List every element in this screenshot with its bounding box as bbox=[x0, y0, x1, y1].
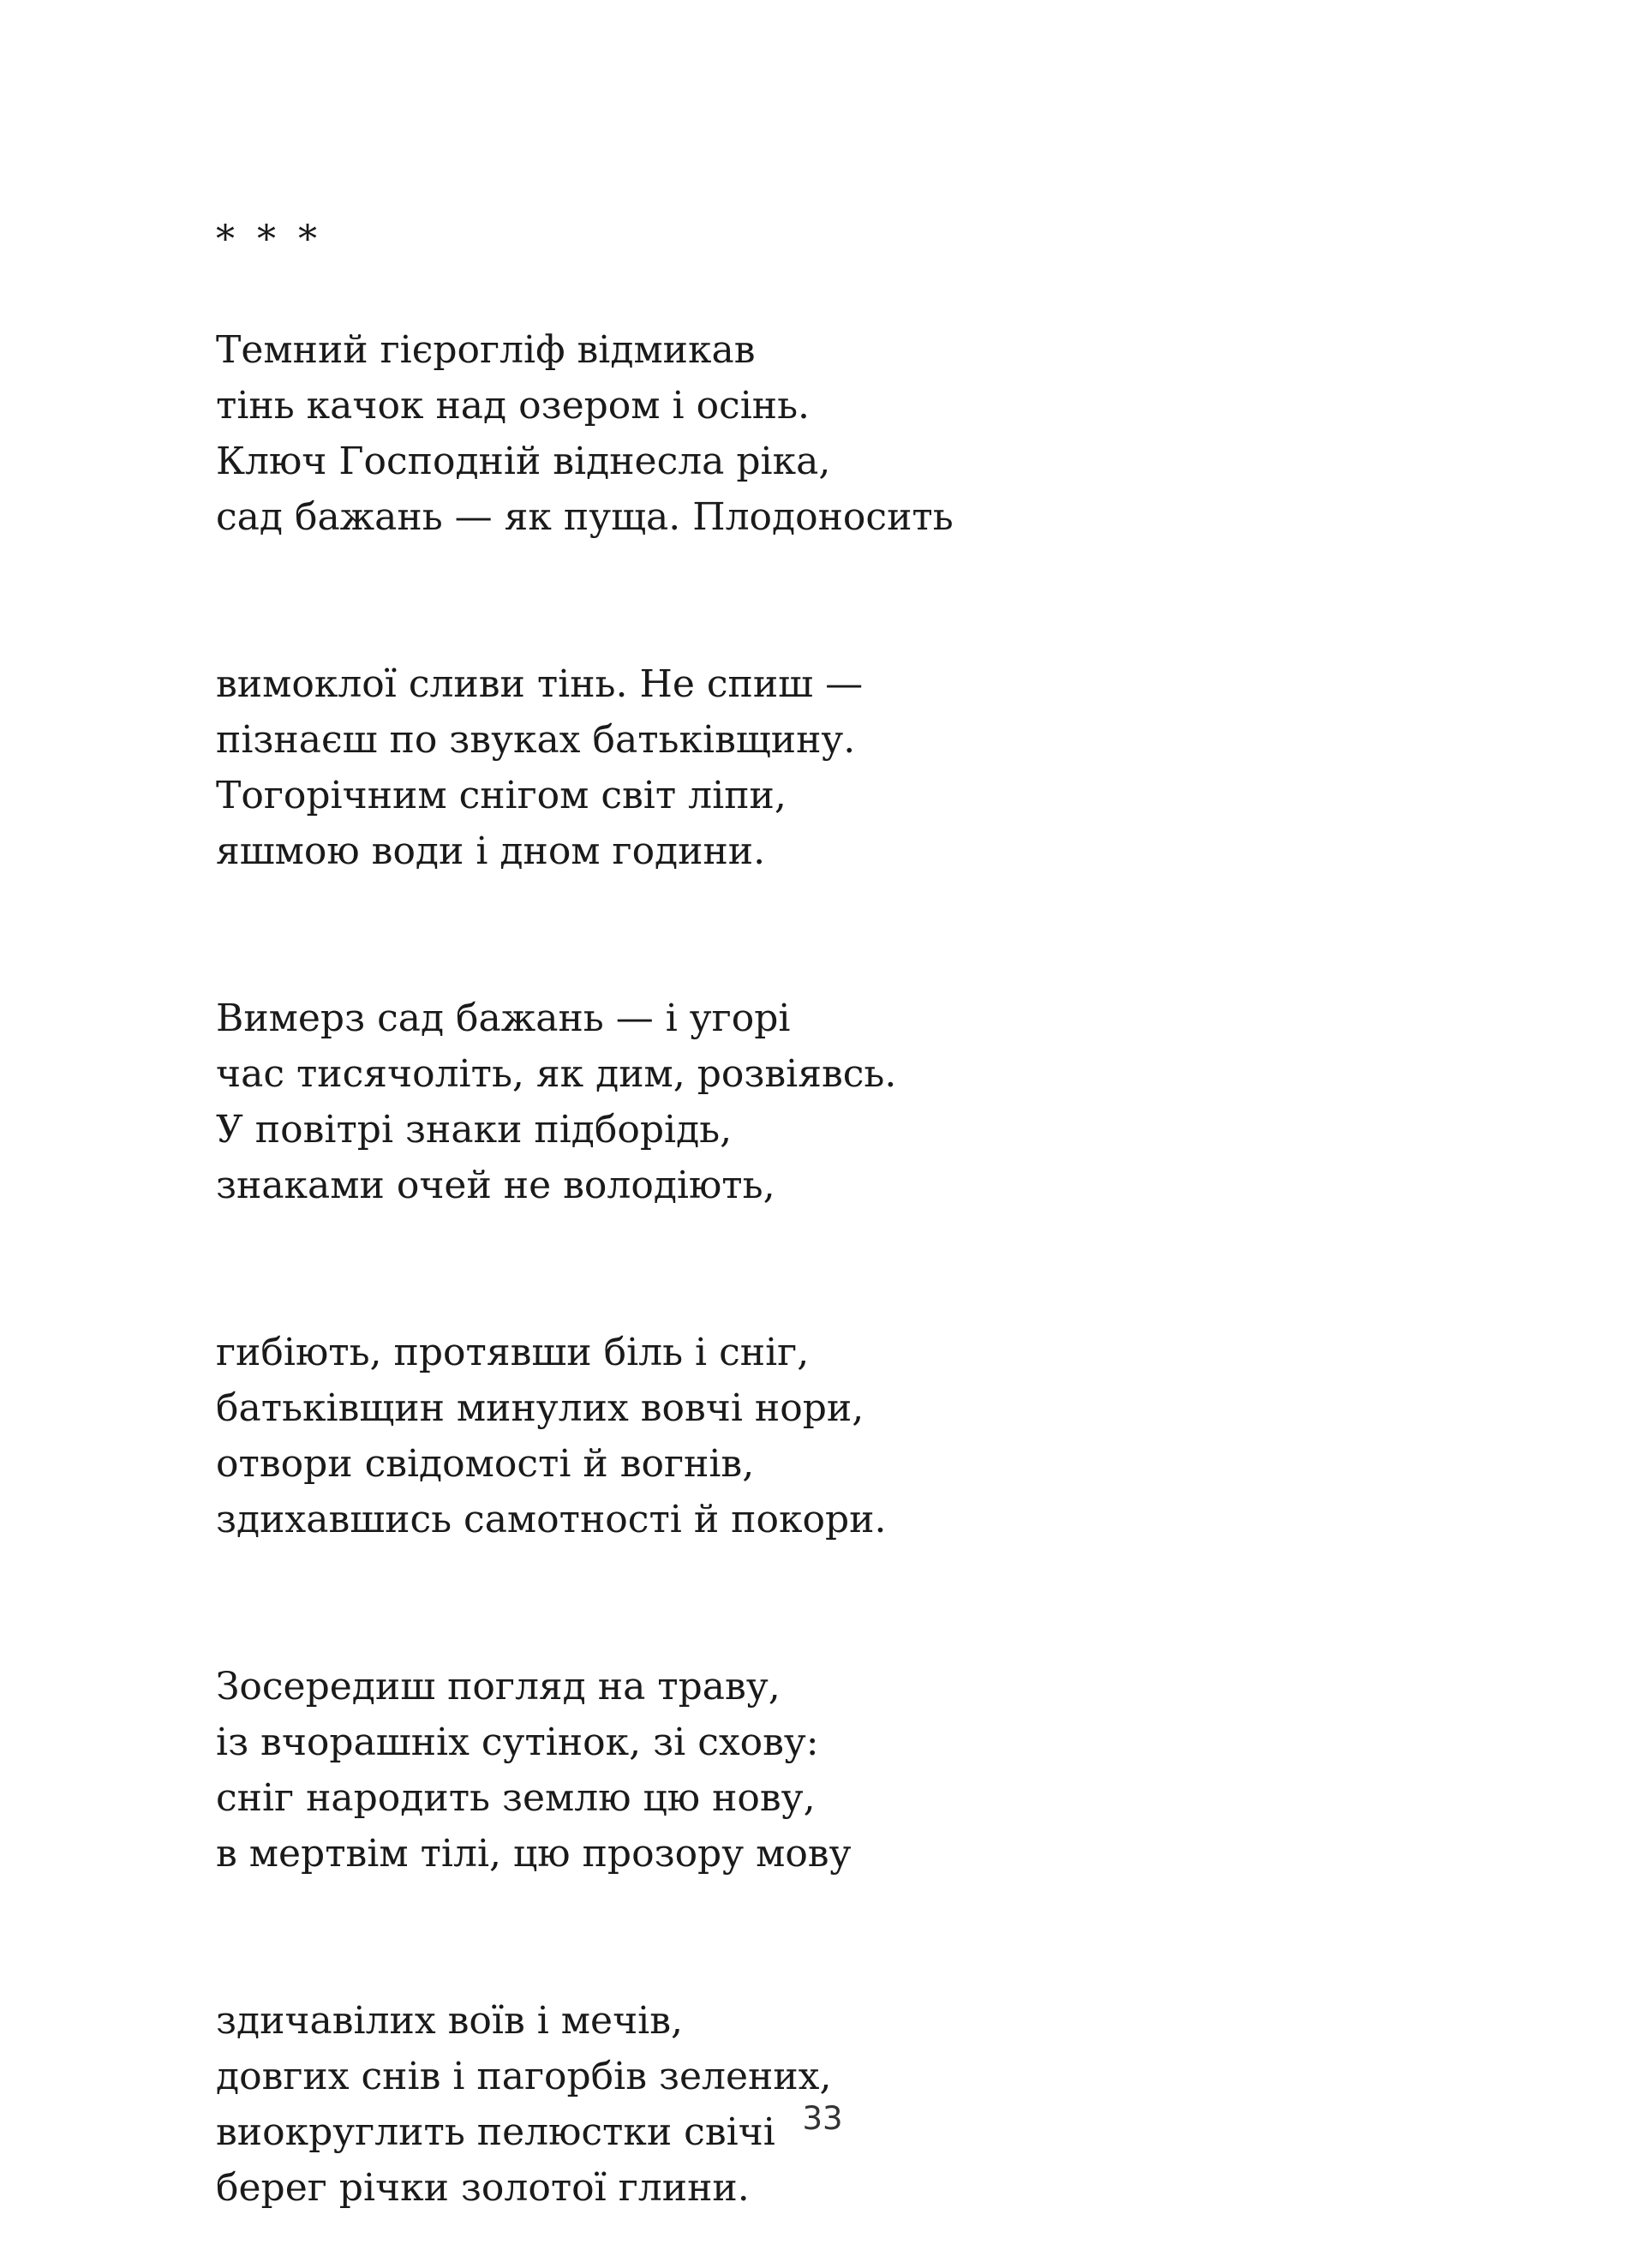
poem-line: в мертвім тілі, цю прозору мову bbox=[216, 1832, 852, 1876]
poem-line: Темний гієрогліф відмикав bbox=[216, 328, 756, 372]
poem-line: сад бажань — як пуща. Плодоносить bbox=[216, 495, 954, 539]
stanza-4 bbox=[216, 1325, 1415, 1547]
poem-line: Зосередиш погляд на траву, bbox=[216, 1665, 781, 1708]
poem-line: виокруглить пелюстки свічі bbox=[216, 2110, 775, 2154]
poem-line: довгих снів і пагорбів зелених, bbox=[216, 2055, 832, 2098]
poem-line: Ключ Господній віднесла ріка, bbox=[216, 440, 831, 483]
poem-line: У повітрі знаки підборідь, bbox=[216, 1108, 733, 1152]
poem-line: батьківщин минулих вовчі нори, bbox=[216, 1386, 864, 1430]
poem-line: знаками очей не володіють, bbox=[216, 1164, 775, 1207]
poem-line: вимоклої сливи тінь. Не спиш — bbox=[216, 662, 864, 706]
poem-line: час тисячоліть, як дим, розвіявсь. bbox=[216, 1052, 897, 1096]
stanza-3 bbox=[216, 990, 1415, 1213]
poem-line: пізнаєш по звуках батьківщину. bbox=[216, 718, 856, 762]
poem-line: Вимерз сад бажань — і угорі bbox=[216, 996, 791, 1040]
poem-line: здихавшись самотності й покори. bbox=[216, 1498, 887, 1541]
poem-line: тінь качок над озером і осінь. bbox=[216, 384, 811, 428]
poem-line: отвори свідомості й вогнів, bbox=[216, 1442, 755, 1486]
poem-line: із вчорашніх сутінок, зі схову: bbox=[216, 1720, 819, 1764]
poem-line: гибіють, протявши біль і сніг, bbox=[216, 1331, 810, 1374]
poem bbox=[216, 322, 1415, 2216]
stanza-5 bbox=[216, 1659, 1415, 1882]
poem-line: берег річки золотої глини. bbox=[216, 2166, 750, 2210]
stanza-2 bbox=[216, 656, 1415, 879]
stanza-1 bbox=[216, 322, 1415, 545]
poem-line: Тогорічним снігом світ ліпи, bbox=[216, 774, 787, 817]
section-separator: * * * bbox=[216, 218, 322, 261]
poem-line: сніг народить землю цю нову, bbox=[216, 1776, 816, 1820]
poem-line: яшмою води і дном години. bbox=[216, 829, 766, 873]
page-number: 33 bbox=[802, 2100, 843, 2137]
poem-line: здичавілих воїв і мечів, bbox=[216, 1999, 683, 2043]
